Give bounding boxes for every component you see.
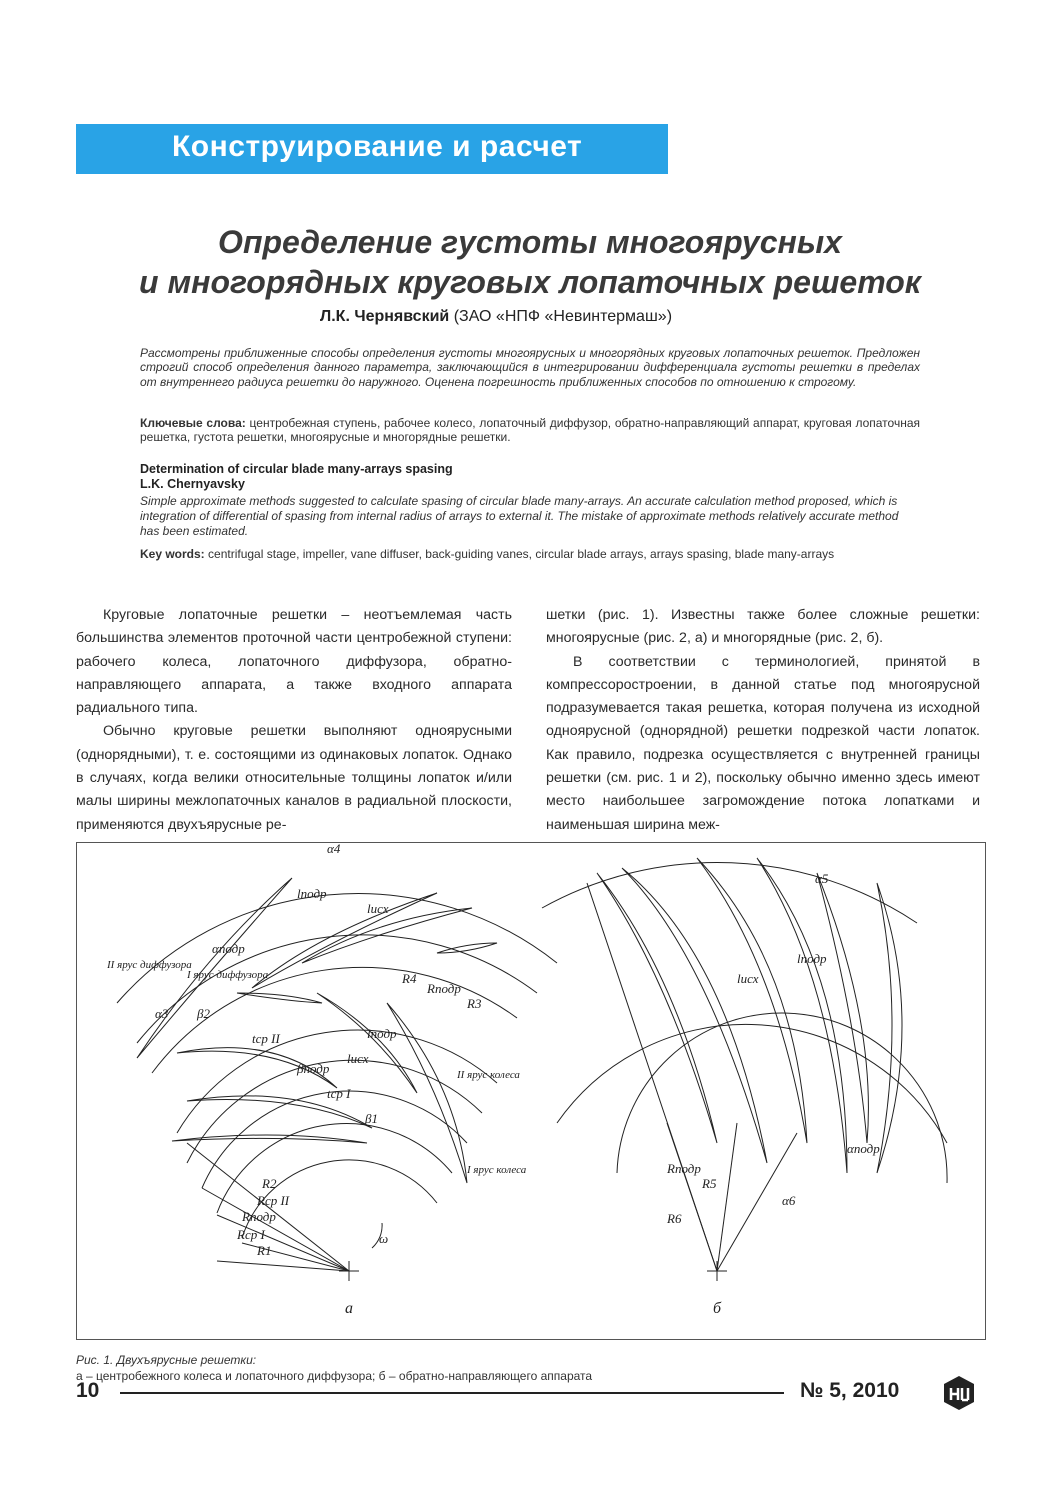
return-vane <box>817 873 868 1143</box>
label-alpha4: α4 <box>327 843 341 856</box>
impeller-blade <box>317 993 417 1093</box>
radius-line <box>717 1123 737 1271</box>
label-t-cp1: tср I <box>327 1086 351 1101</box>
label-l-isx: lисх <box>367 901 389 916</box>
label-R4: R4 <box>402 971 417 986</box>
label-tier2-wheel: II ярус колеса <box>457 1069 520 1081</box>
label-l-podr: lподр <box>297 886 327 901</box>
label-R1: R1 <box>257 1243 272 1258</box>
article-title-line2: и многорядных круговых лопаточных решеток <box>139 264 921 300</box>
figure-1-drawing <box>77 843 985 1339</box>
body-paragraph: Обычно круговые решетки выполняют одноярусными (однорядными), т. е. состоящими из одинаковых лопаток. Однако в случаях, когда велики относительные толщины лопаток и/или малы ширины межлопаточных каналов в радиальной плоскости, применяются двухъярусные ре- <box>76 723 512 833</box>
label-omega: ω <box>379 1231 389 1246</box>
return-vane <box>697 858 807 1143</box>
label-subfigure-b: б <box>713 1300 722 1317</box>
arc-R4 <box>117 894 557 1003</box>
section-header-band <box>76 124 668 174</box>
label-alpha5: α5 <box>815 871 829 886</box>
keywords-ru <box>140 416 920 445</box>
label-R5: R5 <box>702 1176 717 1191</box>
label-R-podr-outer: Rподр <box>427 981 461 996</box>
return-vane <box>757 858 847 1173</box>
article-title-line1: Определение густоты многоярусных <box>218 224 842 260</box>
arc-Rcp1 <box>217 1124 452 1213</box>
body-paragraph: Круговые лопаточные решетки – неотъемлемая часть большинства элементов проточной части центробежной ступени: рабочего колеса, лопаточного диффузора, обратно-направляющего аппарата, а также входного аппарата радиального типа. <box>76 607 512 717</box>
body-paragraph: В соответствии с терминологией, принятой в компрессоростроении, в данной статье под многоярусной подразумевается такая решетка, которая получена из исходной одноярусной (однорядной) решетки подрезкой части лопаток. Как правило, подрезка осуществляется с внутренней границы решетки (см. рис. 1 и 2), поскольку обычно именно здесь имеют место наибольшее загромождение потока лопатками и наименьшая ширина меж- <box>546 653 980 833</box>
journal-logo-icon <box>940 1374 978 1412</box>
label-tier1-wheel: I ярус колеса <box>467 1164 527 1176</box>
label-R-podr-b: Rподр <box>667 1161 701 1176</box>
label-l-podr-2: lподр <box>367 1026 397 1041</box>
label-l-isx-b: lисх <box>737 971 759 986</box>
label-alpha-podr: αподр <box>212 941 245 956</box>
radius-line <box>667 1123 717 1271</box>
page-number: 10 <box>76 1379 100 1402</box>
label-subfigure-a: а <box>345 1300 353 1317</box>
diagram-b <box>542 858 947 1317</box>
author-org: (ЗАО «НПФ «Невинтермаш») <box>453 308 673 325</box>
body-column-left <box>76 604 512 837</box>
label-beta1: β1 <box>365 1111 378 1126</box>
impeller-blade <box>237 993 322 1003</box>
arc-Rpodr-outer <box>137 935 537 1043</box>
arc-Rcp2 <box>187 1060 482 1163</box>
arc-outer <box>542 862 917 923</box>
return-vane <box>597 873 717 1143</box>
label-tier1-diffuser: I ярус диффузора <box>187 969 269 981</box>
arc-Rpodr <box>557 1024 947 1143</box>
keywords-en-label: Key words: <box>140 547 205 561</box>
arc-R2 <box>177 1030 497 1133</box>
keywords-en-text: centrifugal stage, impeller, vane diffuser, back-guiding vanes, circular blade arrays, arrays spasing, blade many-arrays <box>208 547 835 561</box>
label-t-cp2: tср II <box>252 1031 280 1046</box>
figure-1 <box>76 842 986 1340</box>
label-R-podr: Rподр <box>242 1209 276 1224</box>
diagram-a <box>106 843 557 1317</box>
abstract-ru: Рассмотрены приближенные способы определения густоты многоярусных и многорядных круговых лопаточных решеток. Предложен строгий способ определения данного параметра, заключающийся в интегрировании дифференциала густоты решетки в пределах от внутреннего радиуса решетки до наружного. Оценена погрешность приближенных способов по отношению к строгому. <box>140 346 920 389</box>
caption-text: а – центробежного колеса и лопаточного диффузора; б – обратно-направляющего аппарата <box>76 1369 593 1383</box>
issue-number: № 5, 2010 <box>800 1379 900 1402</box>
keywords-ru-label: Ключевые слова: <box>140 416 246 430</box>
label-R6: R6 <box>667 1211 682 1226</box>
arc-Rpodr <box>202 1091 467 1188</box>
label-l-podr-b: lподр <box>797 951 827 966</box>
label-l-isx-2: lисх <box>347 1051 369 1066</box>
label-R2: R2 <box>262 1176 277 1191</box>
body-paragraph: шетки (рис. 1). Известны также более сложные решетки: многоярусные (рис. 2, а) и многорядные (рис. 2, б). <box>546 607 980 647</box>
abstract-en: Simple approximate methods suggested to calculate spasing of circular blade many-arrays. An accurate calculation method proposed, which is integration of differential of spasing from internal radius of arrays to external it. The mistake of approximate methods relatively accurate method has been estimated. <box>140 494 899 538</box>
footer-rule <box>120 1392 784 1394</box>
return-vane <box>877 883 902 1173</box>
label-alpha6: α6 <box>782 1193 796 1208</box>
label-tier2-diffuser: II ярус диффузора <box>107 959 192 971</box>
author-name: Л.К. Чернявский <box>320 308 450 325</box>
caption-title: Рис. 1. Двухъярусные решетки: <box>76 1353 257 1367</box>
body-column-right <box>546 604 980 837</box>
impeller-blade <box>387 1003 467 1183</box>
section-title: Конструирование и расчет <box>172 130 583 163</box>
author-line <box>320 308 672 326</box>
label-R-cp1: Rср I <box>237 1227 265 1242</box>
label-alpha3: α3 <box>155 1006 169 1021</box>
label-R3: R3 <box>467 996 482 1011</box>
label-beta-podr: βподр <box>297 1061 330 1076</box>
english-title: Determination of circular blade many-arrays spasing <box>140 462 453 476</box>
label-R-cp2: Rср II <box>257 1193 290 1208</box>
label-alpha-podr-b: αподр <box>847 1141 880 1156</box>
keywords-en <box>140 547 920 562</box>
english-author: L.K. Chernyavsky <box>140 477 245 491</box>
diffuser-blade <box>437 943 497 953</box>
return-vane <box>622 868 767 1163</box>
keywords-ru-text: центробежная ступень, рабочее колесо, лопаточный диффузор, обратно-направляющий аппарат, круговая лопаточная решетка, густота решетки, многоярусные и многорядные решетки. <box>140 416 920 445</box>
label-beta2: β2 <box>197 1006 210 1021</box>
